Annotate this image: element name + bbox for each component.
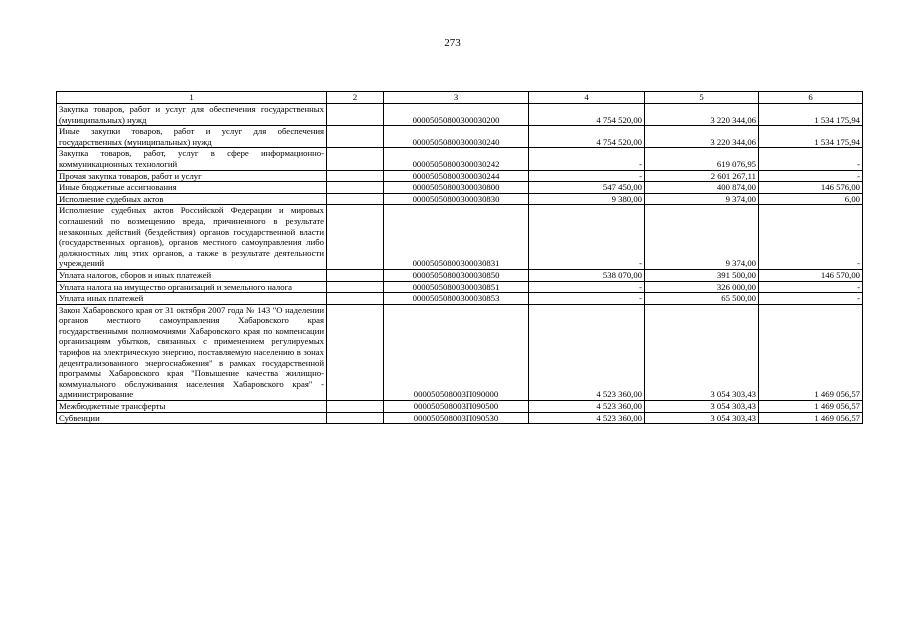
table-row [57,412,863,424]
row-description: Иные бюджетные ассигнования [57,182,327,194]
row-column-2 [327,401,384,413]
row-column-2 [327,148,384,170]
row-description: Уплата налога на имущество организаций и земельного налога [57,281,327,293]
row-value-col5: 3 054 303,43 [645,401,759,413]
table-row [57,281,863,293]
row-value-col5: 9 374,00 [645,205,759,270]
row-value-col4: 4 754 520,00 [529,126,645,148]
column-header: 5 [645,92,759,104]
row-value-col6: - [759,170,863,182]
row-value-col5: 9 374,00 [645,193,759,205]
row-value-col4: - [529,205,645,270]
row-value-col6: - [759,293,863,305]
row-value-col4: 4 754 520,00 [529,104,645,126]
row-column-2 [327,193,384,205]
row-column-2 [327,269,384,281]
row-budget-code: 00005050800300030831 [384,205,529,270]
row-value-col6: 1 534 175,94 [759,104,863,126]
row-description: Закупка товаров, работ, услуг в сфере информационно-коммуникационных технологий [57,148,327,170]
table-row [57,148,863,170]
row-budget-code: 00005050800300030800 [384,182,529,194]
table-header-row [57,92,863,104]
row-value-col6: 1 469 056,57 [759,412,863,424]
table-row [57,104,863,126]
row-value-col4: 4 523 360,00 [529,412,645,424]
row-budget-code: 00005050800300030853 [384,293,529,305]
row-description: Исполнение судебных актов [57,193,327,205]
row-column-2 [327,412,384,424]
table-row [57,293,863,305]
column-header: 3 [384,92,529,104]
row-value-col5: 400 874,00 [645,182,759,194]
row-budget-code: 0000505080030003020​0 [384,104,529,126]
row-budget-code: 000050508003П090530 [384,412,529,424]
row-column-2 [327,293,384,305]
table-row [57,205,863,270]
row-description: Прочая закупка товаров, работ и услуг [57,170,327,182]
budget-table [56,91,863,424]
table-row [57,401,863,413]
row-value-col6: 146 570,00 [759,269,863,281]
row-value-col6: 1 469 056,57 [759,304,863,400]
row-value-col5: 619 076,95 [645,148,759,170]
table-row [57,182,863,194]
row-column-2 [327,205,384,270]
row-value-col5: 326 000,00 [645,281,759,293]
table-body [57,92,863,424]
row-value-col4: 9 380,00 [529,193,645,205]
row-value-col6: 1 534 175,94 [759,126,863,148]
row-column-2 [327,170,384,182]
row-value-col4: - [529,293,645,305]
row-column-2 [327,104,384,126]
row-value-col4: - [529,148,645,170]
row-budget-code: 00005050800300030830 [384,193,529,205]
row-column-2 [327,182,384,194]
table-row [57,170,863,182]
row-value-col5: 3 220 344,06 [645,104,759,126]
row-value-col6: 146 576,00 [759,182,863,194]
row-description: Межбюджетные трансферты [57,401,327,413]
row-budget-code: 00005050800300030240 [384,126,529,148]
row-value-col6: - [759,281,863,293]
row-description: Закупка товаров, работ и услуг для обеспечения государственных (муниципальных) нужд [57,104,327,126]
column-header: 6 [759,92,863,104]
row-budget-code: 00005050800300030242 [384,148,529,170]
row-value-col4: 547 450,00 [529,182,645,194]
table-row [57,304,863,400]
row-value-col4: - [529,170,645,182]
table-row [57,193,863,205]
row-value-col4: 4 523 360,00 [529,401,645,413]
row-description: Субвенции [57,412,327,424]
row-value-col5: 391 500,00 [645,269,759,281]
table-row [57,126,863,148]
row-value-col6: - [759,148,863,170]
row-value-col5: 3 220 344,06 [645,126,759,148]
row-budget-code: 000050508003П090500 [384,401,529,413]
row-value-col5: 2 601 267,11 [645,170,759,182]
row-value-col6: - [759,205,863,270]
row-value-col6: 6,00 [759,193,863,205]
row-column-2 [327,304,384,400]
row-description: Уплата налогов, сборов и иных платежей [57,269,327,281]
row-description: Исполнение судебных актов Российской Федерации и мировых соглашений по возмещению вреда, причиненного в результате незаконных действий (бездействия) органов государственной власти (государственных органов), органов местного самоуправления либо должностных лиц этих органов, а также в результате деятельности учреждений [57,205,327,270]
row-value-col5: 3 054 303,43 [645,412,759,424]
row-value-col6: 1 469 056,57 [759,401,863,413]
row-budget-code: 00005050800300030850 [384,269,529,281]
row-description: Иные закупки товаров, работ и услуг для обеспечения государственных (муниципальных) нужд [57,126,327,148]
row-description: Уплата иных платежей [57,293,327,305]
row-budget-code: 00005050800300030851 [384,281,529,293]
row-value-col4: 4 523 360,00 [529,304,645,400]
row-budget-code: 000050508003П090000 [384,304,529,400]
column-header: 1 [57,92,327,104]
column-header: 2 [327,92,384,104]
row-budget-code: 00005050800300030244 [384,170,529,182]
row-column-2 [327,281,384,293]
row-column-2 [327,126,384,148]
row-value-col4: - [529,281,645,293]
column-header: 4 [529,92,645,104]
row-value-col5: 65 500,00 [645,293,759,305]
row-description: Закон Хабаровского края от 31 октября 2007 года № 143 "О наделении органов местного самоуправления Хабаровского края государственными полномочиями Хабаровского края по компенсации организациям убытков, связанных с применением регулируемых тарифов на электрическую энергию, поставляемую населению в зонах децентрализованного энергоснабжения" в рамках государственной программы Хабаровского края "Повышение качества жилищно-коммунального обслуживания населения Хабаровского края" - администрирование [57,304,327,400]
row-value-col5: 3 054 303,43 [645,304,759,400]
row-value-col4: 538 070,00 [529,269,645,281]
page-number: 273 [444,37,461,49]
table-row [57,269,863,281]
